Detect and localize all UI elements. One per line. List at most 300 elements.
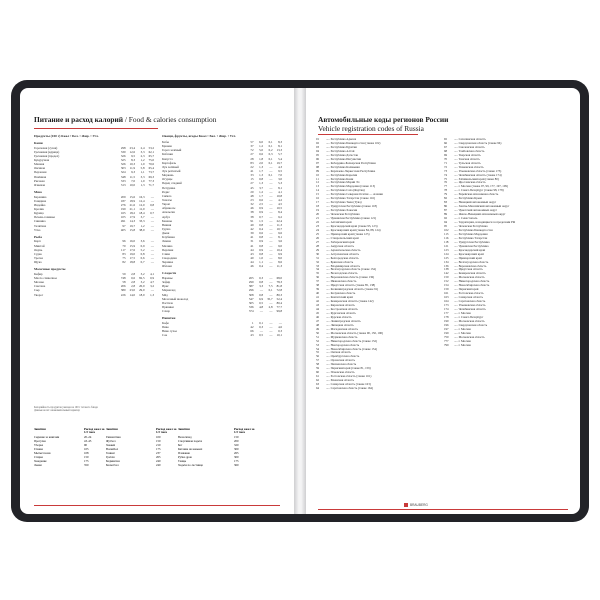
region-code: 65 <box>444 138 448 141</box>
food-value: 3,6 <box>278 239 282 244</box>
region-name: ..... Московская область <box>454 319 485 323</box>
food-value: 0,9 <box>150 276 154 281</box>
food-value: — <box>269 243 273 248</box>
region-name: ..... Астраханская область <box>326 252 360 256</box>
food-value: 78,3 <box>276 280 282 285</box>
food-value: 0,9 <box>259 239 263 244</box>
food-value: 187 <box>120 198 126 203</box>
food-value: 9,3 <box>131 170 135 175</box>
food-value: 0,8 <box>150 202 154 207</box>
food-value: 1,0 <box>259 255 263 260</box>
food-value: 4,5 <box>278 202 282 207</box>
region-row <box>444 344 572 348</box>
region-code: 50 <box>316 331 320 335</box>
food-value: 6,0 <box>259 140 263 144</box>
region-name: ..... Воронежская область <box>454 264 487 268</box>
region-code: 26 <box>316 236 320 240</box>
region-code: 60 <box>316 371 320 375</box>
food-name: Брюква <box>162 144 172 149</box>
food-value: 0,8 <box>259 251 263 256</box>
food-value: 4,2 <box>278 197 282 202</box>
region-code: 31 <box>316 256 320 260</box>
food-name: Овсяная <box>34 166 45 171</box>
region-code: 777 <box>444 339 449 343</box>
food-value: 80,4 <box>276 300 282 305</box>
region-name: ..... Владимирская область <box>326 264 360 268</box>
food-value: 82,5 <box>139 276 145 281</box>
region-code: 750 <box>444 335 449 339</box>
region-code: 20 <box>316 213 320 217</box>
food-value: 348 <box>120 174 126 179</box>
region-code: 45 <box>316 311 320 315</box>
region-code: 66 <box>444 141 448 145</box>
food-name: Лимон <box>162 239 171 244</box>
food-value: 10,4 <box>276 247 282 252</box>
activity-cell: 108 <box>84 451 89 455</box>
food-value: 33 <box>250 173 254 178</box>
food-value: 45 <box>250 185 254 190</box>
region-code: 124 <box>444 252 449 256</box>
food-value: 38,0 <box>139 227 145 232</box>
food-value: — <box>269 168 273 173</box>
region-code: 32 <box>316 260 320 264</box>
food-value: 20 <box>250 189 254 194</box>
food-name: Сметана <box>34 284 46 289</box>
food-value: 4,1 <box>278 189 282 194</box>
food-value: 209 <box>120 194 126 199</box>
food-value: 2,8 <box>131 284 135 289</box>
food-value: 1,2 <box>140 223 145 228</box>
food-value: 17,5 <box>129 256 135 261</box>
food-name: Молоко <box>34 280 45 285</box>
title-underline <box>34 128 158 129</box>
region-code: 154 <box>444 284 449 288</box>
food-value: 38 <box>250 214 254 219</box>
region-name: ..... Калининградская область (также 91) <box>326 288 379 292</box>
region-code: 12 <box>316 181 320 185</box>
food-value: 374 <box>248 309 254 314</box>
food-value: 0,6 <box>259 152 263 157</box>
food-value: 0,9 <box>259 210 263 215</box>
region-name: ..... Красноярский край <box>454 252 484 256</box>
region-code: 51 <box>316 335 320 339</box>
region-code: 72 <box>444 165 448 169</box>
food-value: 6,9 <box>259 296 263 301</box>
region-name: ..... г. Санкт-Петербург (также 98, 178) <box>454 189 504 193</box>
region-name: ..... Камчатский край <box>326 296 353 300</box>
food-value: 380 <box>120 288 126 293</box>
food-name: Рисовая <box>34 178 45 183</box>
column-header-label: Овощи, фрукты, ягоды <box>162 134 198 138</box>
food-row <box>162 264 282 268</box>
activity-header-cell: Расход ккал за 1/2 часа <box>234 428 255 435</box>
region-name: ..... Ивановская область <box>326 280 357 284</box>
food-value: 117 <box>120 247 126 252</box>
activity-header-cell: Занятия <box>178 428 190 431</box>
food-value: 206 <box>120 284 126 289</box>
region-name: ..... Нижегородская область <box>454 280 490 284</box>
food-name: Клубника <box>162 235 175 240</box>
food-value: 14,0 <box>129 292 135 297</box>
region-name: ..... Московская область <box>454 335 485 339</box>
food-name: Телятина <box>34 223 47 228</box>
food-column-1 <box>34 134 154 297</box>
food-value: — <box>150 247 154 252</box>
food-value: 97 <box>122 223 126 228</box>
food-value: 0,6 <box>140 256 145 261</box>
food-value: 40 <box>250 255 254 260</box>
food-name: Черника <box>162 260 174 265</box>
region-name: ..... Забайкальский край (также 80) <box>454 177 499 181</box>
food-value: — <box>269 181 273 186</box>
region-name: ..... Ханты-Мансийский автономный округ <box>454 205 510 209</box>
food-value: 52,4 <box>276 296 282 301</box>
region-name: ..... Республика Карелия <box>326 173 358 177</box>
region-code: 16 <box>316 197 320 201</box>
region-name: ..... Республика Марий Эл <box>326 181 360 185</box>
activity-cell: Велосипед <box>178 436 192 439</box>
region-code: 11 <box>316 177 319 181</box>
region-name: ..... Республика Адыгея <box>326 138 357 141</box>
region-code: 86 <box>444 205 448 209</box>
region-code: 76 <box>444 181 448 185</box>
food-value: 7,0 <box>131 178 135 183</box>
food-value: — <box>269 251 273 256</box>
food-value: 0,1 <box>268 160 273 165</box>
region-name: ..... Омская область <box>326 351 351 355</box>
activity-cell: 300 <box>234 455 239 459</box>
food-value: 405 <box>120 227 126 232</box>
region-code: 04 <box>316 149 320 153</box>
food-value: 0,1 <box>268 288 273 293</box>
region-name: ..... Удмуртская Республика <box>454 240 490 244</box>
food-value: — <box>269 202 273 207</box>
region-name: ..... Ростовская область (также 161) <box>326 375 372 379</box>
food-value: 70,6 <box>148 162 154 167</box>
food-name: Судак <box>34 251 42 256</box>
food-name: Гречневая (продел) <box>34 153 60 158</box>
region-code: 24 <box>316 228 320 232</box>
bottom-red-rule-left <box>34 505 280 506</box>
activity-cell: 300 <box>234 447 239 451</box>
food-value: — <box>269 329 273 334</box>
food-value: 0,8 <box>259 280 263 285</box>
food-value: 1,1 <box>140 170 145 175</box>
region-code: 23 <box>316 224 320 228</box>
food-name: Арбуз <box>162 214 171 219</box>
food-value: 0,9 <box>140 243 145 248</box>
food-value: 31 <box>250 239 254 244</box>
region-code: 123 <box>444 248 449 252</box>
region-code: 150 <box>444 276 449 280</box>
food-name: Манная <box>34 162 45 167</box>
region-name: ..... Чеченская Республика <box>454 224 488 228</box>
food-value: — <box>150 260 154 265</box>
region-code: 61 <box>316 375 320 379</box>
food-value: 305 <box>248 300 254 305</box>
food-value: — <box>269 320 273 325</box>
food-value: 0,4 <box>259 264 263 269</box>
food-value: 0,2 <box>268 148 273 153</box>
food-value: 9,5 <box>278 168 282 173</box>
food-value: 0,8 <box>259 292 263 297</box>
region-name: ..... Свердловская область <box>454 323 488 327</box>
region-name: ..... Иркутская область (также 85, 138) <box>326 284 376 288</box>
food-value: 72 <box>250 148 254 153</box>
activity-cell: 175 <box>84 459 89 463</box>
region-name: ..... Краснодарский край <box>454 248 486 252</box>
food-value: 68,0 <box>276 275 282 280</box>
food-value: 1,3 <box>259 181 263 186</box>
food-value: 1,3 <box>259 173 263 178</box>
activity-cell: Глажка <box>34 447 43 451</box>
food-name: Говядина <box>34 198 47 203</box>
region-code: 173 <box>444 304 449 308</box>
food-value: 11,3 <box>276 264 282 269</box>
region-name: ..... г. Москва <box>454 311 471 315</box>
region-code: 121 <box>444 244 449 248</box>
food-value: 3,3 <box>259 284 263 289</box>
food-value: 4,8 <box>259 304 263 309</box>
food-value: 20,0 <box>139 284 145 289</box>
region-code: 71 <box>444 161 448 165</box>
food-value: 8,3 <box>131 158 135 163</box>
region-name: ..... г. Москва <box>454 339 471 343</box>
food-name: Морковь <box>162 173 174 178</box>
region-name: ..... Ненецкий автономный округ <box>454 201 497 205</box>
food-value: 66 <box>250 329 254 334</box>
food-value: 2,8 <box>131 280 135 285</box>
food-value: 12,0 <box>139 202 145 207</box>
region-name: ..... Ростовская область <box>454 292 484 296</box>
region-code: 33 <box>316 264 320 268</box>
food-value: 21,6 <box>129 202 135 207</box>
food-value: — <box>269 260 273 265</box>
section-title: Сладости <box>162 271 177 276</box>
region-name: ..... Брянская область <box>326 260 354 264</box>
food-value: 35,7 <box>267 296 273 301</box>
activity-cell: Теннис <box>106 451 116 455</box>
food-value: 11,0 <box>139 207 145 212</box>
region-code: 27 <box>316 240 320 244</box>
region-name: ..... Приморский край <box>454 256 482 260</box>
section-title: Каши <box>34 141 43 145</box>
activity-cell: Мытьё полов <box>34 451 51 455</box>
food-value: — <box>269 324 273 329</box>
activity-cell: 240 <box>156 463 161 467</box>
food-name: Варенье <box>162 275 173 280</box>
activity-cell: Бадминтон <box>106 459 120 463</box>
food-value: — <box>259 309 263 314</box>
food-value: 226 <box>120 292 126 297</box>
food-value: 17,9 <box>129 215 135 220</box>
food-value: 1,8 <box>259 156 263 161</box>
activity-cell: 20–24 <box>84 436 92 439</box>
food-value: 0,7 <box>150 211 154 216</box>
food-value: 15,6 <box>129 194 135 199</box>
region-name: ..... Республика Северная Осетия — Алания <box>326 193 383 197</box>
region-name: ..... Ямало-Ненецкий автономный округ <box>454 213 506 217</box>
region-code: 196 <box>444 323 449 327</box>
food-value: 1 <box>251 320 254 325</box>
food-value: 1,7 <box>259 193 263 198</box>
food-value: 0,5 <box>259 300 263 305</box>
food-value: 15,8 <box>129 227 135 232</box>
region-name: ..... Территории, находящиеся за пределами РФ <box>454 221 516 225</box>
food-value: 75 <box>122 256 126 261</box>
food-value: 42 <box>250 226 254 231</box>
food-name: Минтай <box>34 243 45 248</box>
activity-cell: Катание на коньках <box>178 447 203 451</box>
food-name: Пастила <box>162 300 173 305</box>
food-name: Утка <box>34 227 41 232</box>
food-value: 71,7 <box>148 182 154 187</box>
food-value: 81,8 <box>276 284 282 289</box>
food-value: 77,3 <box>148 178 154 183</box>
activity-header-row <box>34 428 280 436</box>
region-code: 68 <box>444 149 448 153</box>
food-value: 303 <box>120 166 126 171</box>
region-code: 19 <box>316 209 320 213</box>
food-value: — <box>150 256 154 261</box>
region-code: 52 <box>316 339 320 343</box>
food-value: 5,7 <box>278 152 282 157</box>
food-value: 296 <box>248 288 254 293</box>
food-value: 49 <box>250 222 254 227</box>
food-value: 3,3 <box>140 149 145 154</box>
food-value: 53,2 <box>148 145 154 150</box>
food-value: — <box>150 251 154 256</box>
region-name: ..... Республика Ингушетия <box>326 157 361 161</box>
food-value: — <box>150 207 154 212</box>
region-code: 01 <box>316 138 320 141</box>
region-code: 34 <box>316 268 320 272</box>
food-name: Огурцы <box>162 177 173 182</box>
region-name: ..... Республика Татарстан (также 116) <box>326 197 375 201</box>
food-value: 0,1 <box>268 173 273 178</box>
region-code: 95 <box>444 224 448 228</box>
food-value: — <box>269 280 273 285</box>
food-value: 18,9 <box>129 198 135 203</box>
region-name: ..... Смоленская область <box>454 145 485 149</box>
food-value: 3,0 <box>278 177 282 182</box>
activity-cell: 175 <box>234 459 239 463</box>
food-value: 27 <box>250 152 254 157</box>
region-name: ..... Костромская область <box>326 307 358 311</box>
region-name: ..... Хабаровский край <box>326 240 355 244</box>
food-value: 5,8 <box>140 166 145 171</box>
region-code: 125 <box>444 256 449 260</box>
food-value: 4,7 <box>150 280 154 285</box>
activity-cell: 350 <box>84 463 89 467</box>
region-code: 36 <box>316 276 320 280</box>
food-value: — <box>259 329 263 334</box>
region-code: 17 <box>316 201 320 205</box>
calorie-note <box>34 406 98 413</box>
food-name: Яблоки <box>162 264 172 269</box>
activity-cell: Прогулка <box>34 439 46 443</box>
brand-mark-icon <box>404 503 408 507</box>
food-value: — <box>259 288 263 293</box>
food-value: 12,6 <box>129 149 135 154</box>
column-header-units: Ккал • Бел. • Жир. • Угл. <box>197 134 237 138</box>
food-name: Дыня <box>162 231 170 236</box>
region-name: ..... г. Москва (также 97, 99, 177, 197, 199) <box>454 185 508 189</box>
food-value: 15 <box>250 177 254 182</box>
region-code: 163 <box>444 296 449 300</box>
food-value: 5,2 <box>140 247 145 252</box>
food-value: 65,4 <box>148 166 154 171</box>
section-title: Молочные продукты <box>34 267 66 272</box>
region-code: 118 <box>444 240 449 244</box>
food-value: 0,8 <box>259 243 263 248</box>
food-value: 3,2 <box>140 280 145 285</box>
activity-cell: 90 <box>84 443 87 447</box>
food-value: 28 <box>250 156 254 161</box>
region-name: ..... Архангельская область <box>326 248 361 252</box>
food-value: 72,8 <box>276 288 282 293</box>
food-value: — <box>269 197 273 202</box>
region-code: 89 <box>444 213 448 217</box>
food-name: Масло сливочное <box>34 276 58 281</box>
food-value: 8,1 <box>278 144 282 149</box>
food-name: Ячневая <box>34 182 45 187</box>
right-page-subtitle: Vehicle registration codes of Russia <box>318 124 424 133</box>
food-value: 18,2 <box>129 211 135 216</box>
region-code: 77 <box>444 185 448 189</box>
region-name: ..... Кемеровская область (также 142) <box>326 300 374 304</box>
food-name: Картофель <box>162 160 177 165</box>
region-name: ..... Краснодарский край (также 93, 123) <box>326 224 378 228</box>
region-code: 30 <box>316 252 320 256</box>
food-value: 199 <box>120 207 126 212</box>
section-title: Рыба <box>34 234 42 239</box>
activity-row <box>34 464 280 468</box>
food-value: 37 <box>250 144 254 149</box>
food-value: 65,7 <box>148 153 154 158</box>
region-name: ..... Московская область <box>454 276 485 280</box>
region-name: ..... Томская область <box>454 157 480 161</box>
section-title: Напитки <box>162 316 176 321</box>
note-line: Калорийность продуктов указана на 100 г готового блюда <box>34 406 98 409</box>
region-name: ..... Новосибирская область (также 154) <box>326 347 377 351</box>
activity-cell: 320 <box>234 443 239 447</box>
food-value: 41 <box>250 243 254 248</box>
food-value: 0,1 <box>268 156 273 161</box>
region-code: 55 <box>316 351 320 355</box>
region-code: 63 <box>316 383 320 387</box>
region-name: ..... Чукотский автономный округ <box>454 209 497 213</box>
food-value: — <box>150 223 154 228</box>
region-code: 58 <box>316 363 320 367</box>
food-value: 5,4 <box>278 156 282 161</box>
food-value: 1,3 <box>259 164 263 169</box>
food-value: 0,7 <box>259 214 263 219</box>
region-name: ..... Красноярский край (также 84, 88, 124) <box>326 228 381 232</box>
region-code: 78 <box>444 189 448 193</box>
food-value: 70 <box>122 243 126 248</box>
food-name: Кролик <box>34 207 44 212</box>
region-name: ..... Республика Башкортостан <box>454 228 493 232</box>
region-name: ..... Иркутская область <box>454 268 483 272</box>
region-name: ..... Воронежская область (также 136) <box>326 276 375 280</box>
region-code: 13 <box>316 185 320 189</box>
region-code: 152 <box>444 280 449 284</box>
food-value: 0,1 <box>268 144 273 149</box>
region-name: ..... Кировская область <box>326 304 355 308</box>
food-name: Гороховая (сухая) <box>34 145 58 150</box>
food-row <box>162 333 282 337</box>
